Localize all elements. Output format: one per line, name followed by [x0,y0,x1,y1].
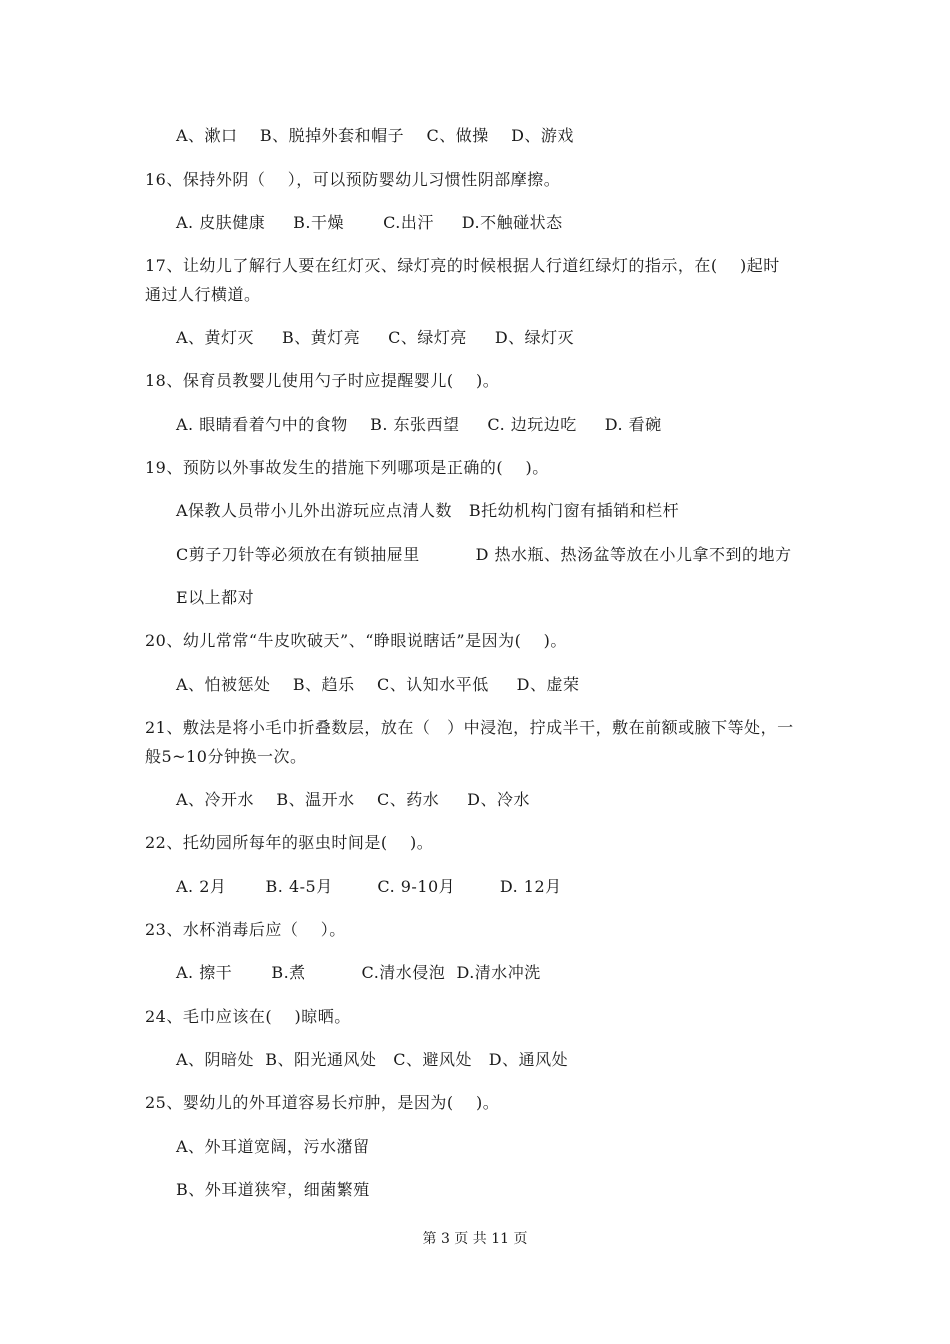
q24-options: A、阴暗处 B、阳光通风处 C、避风处 D、通风处 [176,1050,569,1069]
q21-options: A、冷开水 B、温开水 C、药水 D、冷水 [176,790,531,809]
question-18: 18、保育员教婴儿使用勺子时应提醒婴儿( )。 [145,371,500,390]
question-24: 24、毛巾应该在( )晾晒。 [145,1007,351,1026]
q25-option-b: B、外耳道狭窄，细菌繁殖 [176,1180,370,1199]
page-footer: 第 3 页 共 11 页 [422,1231,528,1247]
question-22: 22、托幼园所每年的驱虫时间是( )。 [145,833,434,852]
question-17-line-2: 通过人行横道。 [145,285,261,304]
question-17-line-1: 17、让幼儿了解行人要在红灯灭、绿灯亮的时候根据人行道红绿灯的指示，在( )起时 [145,256,780,275]
question-19: 19、预防以外事故发生的措施下列哪项是正确的( )。 [145,458,549,477]
question-16: 16、保持外阴（ ），可以预防婴幼儿习惯性阴部摩擦。 [145,170,561,189]
question-21-line-2: 般5~10分钟换一次。 [145,747,307,766]
q18-options: A. 眼睛看着勺中的食物 B. 东张西望 C. 边玩边吃 D. 看碗 [176,415,662,434]
question-20: 20、幼儿常常“牛皮吹破天”、“睁眼说瞎话”是因为( )。 [145,631,567,650]
question-23: 23、水杯消毒后应（ ）。 [145,920,346,939]
q20-options: A、怕被惩处 B、趋乐 C、认知水平低 D、虚荣 [176,675,580,694]
q23-options: A. 擦干 B.煮 C.清水侵泡 D.清水冲洗 [176,963,541,982]
q19-options-cd: C剪子刀针等必须放在有锁抽屉里 D 热水瓶、热汤盆等放在小儿拿不到的地方 [176,545,792,564]
question-25: 25、婴幼儿的外耳道容易长疖肿，是因为( )。 [145,1093,500,1112]
question-21-line-1: 21、敷法是将小毛巾折叠数层，放在（ ）中浸泡，拧成半干，敷在前额或腋下等处，一 [145,718,794,737]
q22-options: A. 2月 B. 4-5月 C. 9-10月 D. 12月 [176,877,562,896]
q25-option-a: A、外耳道宽阔，污水潴留 [176,1137,370,1156]
q17-options: A、黄灯灭 B、黄灯亮 C、绿灯亮 D、绿灯灭 [176,328,575,347]
q15-options: A、漱口 B、脱掉外套和帽子 C、做操 D、游戏 [176,126,574,145]
q19-option-e: E以上都对 [176,588,255,607]
q16-options: A. 皮肤健康 B.干燥 C.出汗 D.不触碰状态 [176,213,563,232]
q19-options-ab: A保教人员带小儿外出游玩应点清人数 B托幼机构门窗有插销和栏杆 [176,501,680,520]
